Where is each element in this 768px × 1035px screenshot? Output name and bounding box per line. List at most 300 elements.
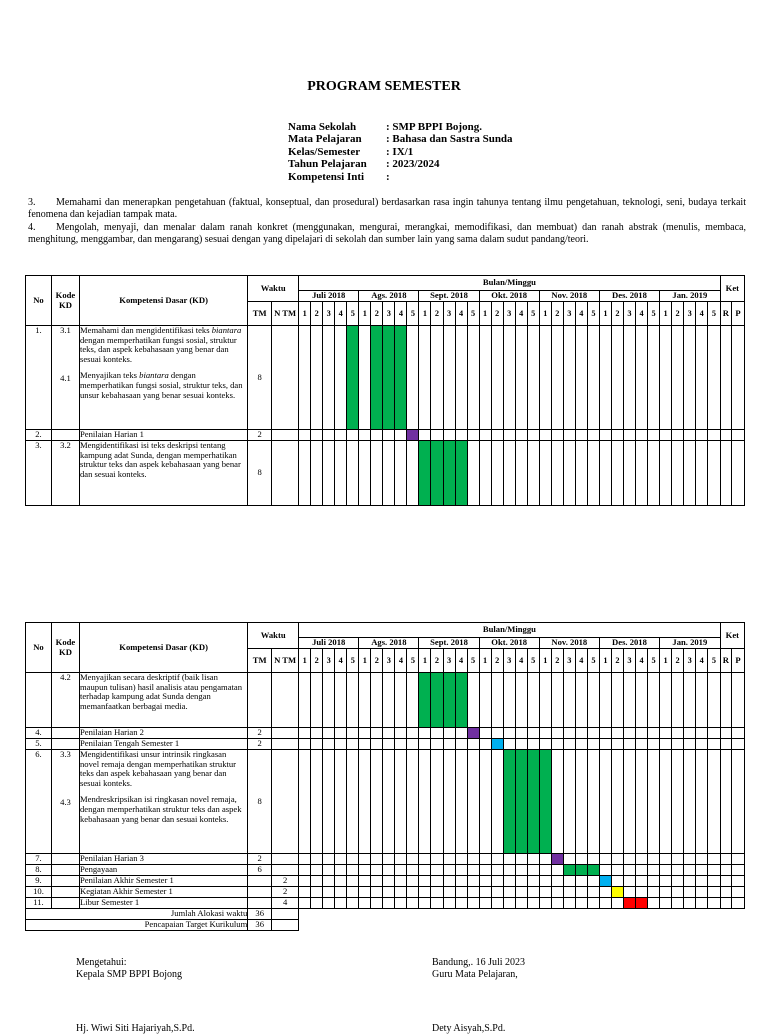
week-cell bbox=[551, 326, 563, 430]
week-cell bbox=[551, 865, 563, 876]
week-cell bbox=[527, 673, 539, 728]
week-number: 3 bbox=[443, 302, 455, 326]
week-cell bbox=[443, 898, 455, 909]
week-cell bbox=[636, 673, 648, 728]
week-cell bbox=[359, 865, 371, 876]
row-ket-p bbox=[732, 441, 745, 506]
week-cell bbox=[660, 728, 672, 739]
kd-text: Mengidentifikasi unsur intrinsik ringkasan novel remaja dengan memperhatikan struktur teks dan aspek kebahasaan yang benar dan sesuai konteks. bbox=[79, 749, 237, 788]
week-number: 3 bbox=[563, 302, 575, 326]
week-cell bbox=[563, 430, 575, 441]
week-number: 3 bbox=[623, 649, 635, 673]
week-cell bbox=[708, 430, 720, 441]
week-cell bbox=[539, 887, 551, 898]
week-cell bbox=[539, 430, 551, 441]
week-cell bbox=[696, 887, 708, 898]
kd-text: Penilaian Akhir Semester 1 bbox=[79, 875, 174, 885]
week-cell bbox=[696, 326, 708, 430]
week-cell bbox=[503, 441, 515, 506]
row-tm bbox=[248, 887, 272, 898]
week-cell bbox=[323, 876, 335, 887]
week-cell bbox=[708, 854, 720, 865]
week-cell bbox=[383, 441, 395, 506]
row-number: 7. bbox=[26, 854, 52, 865]
week-cell bbox=[311, 750, 323, 854]
week-cell bbox=[359, 876, 371, 887]
week-cell bbox=[611, 739, 623, 750]
ki-text: Mengolah, menyaji, dan menalar dalam ranah konkret (menggunakan, mengurai, merangkai, memodifikasi, dan membuat) dan ranah abstrak (menulis, membaca, menghitung, menggambar, dan mengarang) sesuai dengan yang dipelajari di sekolah dan sumber lain yang sama dalam sudut pandang/teori. bbox=[28, 222, 746, 246]
col-kode-header: Kode KD bbox=[51, 276, 79, 326]
row-ntm: 2 bbox=[272, 887, 299, 898]
row-tm: 2 bbox=[248, 728, 272, 739]
week-cell bbox=[551, 739, 563, 750]
week-cell bbox=[563, 673, 575, 728]
week-cell bbox=[648, 865, 660, 876]
week-cell bbox=[335, 876, 347, 887]
week-cell-filled bbox=[419, 673, 431, 728]
week-cell bbox=[623, 430, 635, 441]
week-cell bbox=[431, 728, 443, 739]
row-tm bbox=[248, 673, 272, 728]
week-cell bbox=[443, 887, 455, 898]
week-cell bbox=[491, 876, 503, 887]
week-cell bbox=[299, 441, 311, 506]
week-cell bbox=[323, 441, 335, 506]
week-cell bbox=[323, 739, 335, 750]
week-cell bbox=[527, 441, 539, 506]
week-cell bbox=[359, 750, 371, 854]
week-cell bbox=[563, 750, 575, 854]
week-cell bbox=[467, 739, 479, 750]
week-cell bbox=[479, 865, 491, 876]
week-cell bbox=[599, 430, 611, 441]
week-cell bbox=[696, 750, 708, 854]
signature-right bbox=[432, 957, 525, 1035]
kode-kd-value: 4.1 bbox=[60, 372, 71, 383]
week-cell bbox=[623, 326, 635, 430]
week-number: 2 bbox=[311, 649, 323, 673]
week-cell-filled bbox=[491, 739, 503, 750]
row-ket-p bbox=[732, 876, 745, 887]
week-cell bbox=[515, 326, 527, 430]
week-cell bbox=[587, 750, 599, 854]
row-ket-p bbox=[732, 898, 745, 909]
week-cell bbox=[575, 854, 587, 865]
week-cell bbox=[371, 728, 383, 739]
week-cell bbox=[371, 750, 383, 854]
row-kode-kd bbox=[51, 728, 79, 739]
week-number: 4 bbox=[515, 649, 527, 673]
month-header: Juli 2018 bbox=[299, 638, 359, 649]
week-cell bbox=[419, 750, 431, 854]
month-header: Ags. 2018 bbox=[359, 291, 419, 302]
week-cell bbox=[407, 728, 419, 739]
week-cell bbox=[648, 739, 660, 750]
week-cell bbox=[551, 876, 563, 887]
row-tm: 6 bbox=[248, 865, 272, 876]
row-number: 1. bbox=[26, 326, 52, 430]
week-cell bbox=[383, 876, 395, 887]
week-cell bbox=[467, 673, 479, 728]
info-label: Kelas/Semester bbox=[288, 145, 361, 158]
col-r-header: R bbox=[720, 649, 731, 673]
week-cell bbox=[672, 326, 684, 430]
week-cell bbox=[407, 887, 419, 898]
week-cell bbox=[407, 326, 419, 430]
footer-label: Pencapaian Target Kurikulum bbox=[26, 920, 248, 931]
week-number: 4 bbox=[335, 302, 347, 326]
week-cell bbox=[479, 326, 491, 430]
week-cell bbox=[323, 673, 335, 728]
week-cell bbox=[708, 750, 720, 854]
col-r-header: R bbox=[720, 302, 731, 326]
week-cell bbox=[611, 728, 623, 739]
row-ntm bbox=[272, 865, 299, 876]
row-ket-r bbox=[720, 865, 731, 876]
info-value: : IX/1 bbox=[386, 145, 414, 158]
week-cell bbox=[467, 865, 479, 876]
week-cell bbox=[587, 898, 599, 909]
week-cell bbox=[491, 430, 503, 441]
week-cell bbox=[551, 673, 563, 728]
kd-text: Menyajikan teks biantara dengan memperhatikan fungsi sosial, struktur teks, dan unsur kebahasaan yang benar sesuai konteks. bbox=[79, 370, 243, 400]
week-cell bbox=[443, 430, 455, 441]
row-ntm: 4 bbox=[272, 898, 299, 909]
row-kode-kd bbox=[51, 854, 79, 865]
row-ntm bbox=[272, 673, 299, 728]
week-cell bbox=[431, 865, 443, 876]
col-bulan-header: Bulan/Minggu bbox=[299, 623, 721, 638]
week-cell bbox=[708, 728, 720, 739]
week-cell bbox=[708, 898, 720, 909]
week-number: 4 bbox=[636, 302, 648, 326]
kd-text: Kegiatan Akhir Semester 1 bbox=[79, 886, 173, 896]
signature-left-name: Hj. Wiwi Siti Hajariyah,S.Pd. bbox=[76, 1023, 195, 1034]
week-cell bbox=[455, 326, 467, 430]
week-cell bbox=[587, 673, 599, 728]
week-cell bbox=[527, 728, 539, 739]
week-cell bbox=[648, 728, 660, 739]
info-label: Mata Pelajaran bbox=[288, 133, 362, 146]
week-number: 2 bbox=[551, 649, 563, 673]
week-cell bbox=[599, 865, 611, 876]
week-cell bbox=[323, 430, 335, 441]
col-ket-header: Ket bbox=[720, 623, 744, 649]
week-cell bbox=[299, 865, 311, 876]
week-cell bbox=[684, 750, 696, 854]
week-cell bbox=[611, 441, 623, 506]
week-cell bbox=[407, 750, 419, 854]
row-number: 3. bbox=[26, 441, 52, 506]
week-cell bbox=[395, 898, 407, 909]
week-cell bbox=[623, 750, 635, 854]
row-ket-r bbox=[720, 898, 731, 909]
kd-text: Mengidentifikasi isi teks deskripsi tentang kampung adat Sunda, dengan memperhatikan struktur teks dan aspek kebahasaan yang benar dan sesuai konteks. bbox=[79, 440, 241, 479]
col-bulan-header: Bulan/Minggu bbox=[299, 276, 721, 291]
week-cell bbox=[383, 887, 395, 898]
week-cell bbox=[599, 739, 611, 750]
week-cell bbox=[503, 673, 515, 728]
week-cell bbox=[311, 854, 323, 865]
ki-text: Memahami dan menerapkan pengetahuan (faktual, konseptual, dan prosedural) berdasarkan rasa ingin tahunya tentang ilmu pengetahuan, teknologi, seni, budaya terkait fenomena dan kejadian tampak mata. bbox=[28, 197, 746, 221]
week-cell bbox=[575, 876, 587, 887]
week-number: 2 bbox=[431, 302, 443, 326]
kd-text: Penilaian Tengah Semester 1 bbox=[79, 738, 180, 748]
row-kompetensi-dasar bbox=[79, 739, 247, 750]
week-cell bbox=[467, 876, 479, 887]
row-ket-p bbox=[732, 739, 745, 750]
week-cell bbox=[395, 865, 407, 876]
week-cell bbox=[335, 441, 347, 506]
week-cell-filled bbox=[443, 441, 455, 506]
row-kode-kd bbox=[51, 739, 79, 750]
week-cell bbox=[696, 854, 708, 865]
week-cell bbox=[491, 728, 503, 739]
week-cell-filled bbox=[599, 876, 611, 887]
week-number: 4 bbox=[575, 649, 587, 673]
week-number: 1 bbox=[660, 649, 672, 673]
kode-kd-value: 3.1 bbox=[60, 325, 71, 335]
week-cell bbox=[539, 441, 551, 506]
week-cell bbox=[515, 739, 527, 750]
week-cell-filled bbox=[587, 865, 599, 876]
week-cell-filled bbox=[467, 728, 479, 739]
info-row-school bbox=[288, 121, 513, 133]
week-cell bbox=[587, 430, 599, 441]
row-ntm bbox=[272, 326, 299, 430]
week-number: 2 bbox=[491, 649, 503, 673]
week-cell bbox=[491, 898, 503, 909]
week-cell bbox=[443, 739, 455, 750]
col-p-header: P bbox=[732, 302, 745, 326]
week-cell bbox=[479, 876, 491, 887]
row-ntm bbox=[272, 739, 299, 750]
signature-right-line2: Guru Mata Pelajaran, bbox=[432, 969, 518, 980]
week-cell bbox=[407, 865, 419, 876]
row-ket-r bbox=[720, 876, 731, 887]
week-cell bbox=[587, 876, 599, 887]
row-kode-kd bbox=[51, 430, 79, 441]
week-cell bbox=[335, 728, 347, 739]
week-cell bbox=[395, 430, 407, 441]
kode-kd-value: 4.2 bbox=[60, 672, 71, 682]
week-cell bbox=[371, 430, 383, 441]
row-number: 4. bbox=[26, 728, 52, 739]
week-cell-filled bbox=[383, 326, 395, 430]
document-title: PROGRAM SEMESTER bbox=[307, 79, 461, 94]
col-ntm-header: N TM bbox=[272, 302, 299, 326]
week-cell bbox=[311, 673, 323, 728]
week-cell bbox=[347, 854, 359, 865]
week-cell bbox=[684, 898, 696, 909]
week-number: 5 bbox=[467, 649, 479, 673]
week-cell bbox=[672, 876, 684, 887]
col-ket-header: Ket bbox=[720, 276, 744, 302]
row-ket-p bbox=[732, 865, 745, 876]
week-cell bbox=[648, 854, 660, 865]
week-cell bbox=[299, 326, 311, 430]
signature-left-line2: Kepala SMP BPPI Bojong bbox=[76, 969, 183, 980]
week-number: 4 bbox=[455, 302, 467, 326]
week-cell bbox=[672, 750, 684, 854]
week-number: 4 bbox=[575, 302, 587, 326]
week-cell bbox=[684, 739, 696, 750]
row-ket-p bbox=[732, 750, 745, 854]
week-cell bbox=[479, 739, 491, 750]
week-cell bbox=[467, 750, 479, 854]
week-number: 1 bbox=[479, 302, 491, 326]
week-cell bbox=[335, 739, 347, 750]
week-number: 1 bbox=[539, 649, 551, 673]
week-cell bbox=[359, 887, 371, 898]
week-number: 1 bbox=[299, 302, 311, 326]
row-ket-p bbox=[732, 673, 745, 728]
week-cell bbox=[467, 887, 479, 898]
row-tm bbox=[248, 876, 272, 887]
row-ntm bbox=[272, 728, 299, 739]
week-cell bbox=[551, 728, 563, 739]
week-number: 1 bbox=[359, 649, 371, 673]
week-cell bbox=[648, 673, 660, 728]
week-cell-filled bbox=[623, 898, 635, 909]
week-cell bbox=[515, 430, 527, 441]
row-kompetensi-dasar bbox=[79, 430, 247, 441]
week-cell bbox=[443, 750, 455, 854]
week-cell bbox=[359, 430, 371, 441]
week-cell bbox=[299, 728, 311, 739]
week-number: 5 bbox=[527, 302, 539, 326]
week-cell bbox=[563, 728, 575, 739]
week-cell bbox=[347, 876, 359, 887]
week-cell bbox=[419, 887, 431, 898]
week-cell bbox=[311, 865, 323, 876]
week-cell bbox=[563, 326, 575, 430]
week-cell bbox=[371, 441, 383, 506]
week-number: 4 bbox=[335, 649, 347, 673]
row-ket-r bbox=[720, 430, 731, 441]
week-cell bbox=[684, 728, 696, 739]
week-cell bbox=[527, 430, 539, 441]
week-cell bbox=[383, 673, 395, 728]
table-row bbox=[26, 854, 745, 865]
week-cell-filled bbox=[371, 326, 383, 430]
week-cell bbox=[587, 326, 599, 430]
week-cell bbox=[660, 326, 672, 430]
col-tm-header: TM bbox=[248, 649, 272, 673]
week-cell bbox=[575, 750, 587, 854]
week-cell bbox=[359, 854, 371, 865]
month-header: Sept. 2018 bbox=[419, 638, 479, 649]
week-number: 4 bbox=[636, 649, 648, 673]
week-cell bbox=[443, 876, 455, 887]
week-cell bbox=[672, 673, 684, 728]
week-cell bbox=[660, 876, 672, 887]
week-cell bbox=[371, 865, 383, 876]
week-cell bbox=[623, 728, 635, 739]
week-cell bbox=[648, 430, 660, 441]
week-number: 2 bbox=[611, 649, 623, 673]
week-cell bbox=[708, 865, 720, 876]
week-cell bbox=[527, 739, 539, 750]
week-cell bbox=[599, 887, 611, 898]
week-cell bbox=[311, 326, 323, 430]
week-cell bbox=[599, 750, 611, 854]
week-cell bbox=[636, 326, 648, 430]
week-cell bbox=[467, 441, 479, 506]
week-cell bbox=[611, 430, 623, 441]
week-cell bbox=[347, 898, 359, 909]
info-value: : Bahasa dan Sastra Sunda bbox=[386, 133, 513, 146]
month-header: Jan. 2019 bbox=[660, 638, 721, 649]
row-ket-r bbox=[720, 728, 731, 739]
week-cell bbox=[648, 441, 660, 506]
signature-left bbox=[76, 957, 195, 1035]
row-kompetensi-dasar bbox=[79, 441, 247, 506]
week-cell bbox=[419, 728, 431, 739]
week-cell bbox=[323, 854, 335, 865]
week-cell bbox=[407, 441, 419, 506]
week-number: 5 bbox=[347, 302, 359, 326]
week-cell bbox=[623, 876, 635, 887]
row-tm bbox=[248, 898, 272, 909]
week-cell bbox=[347, 739, 359, 750]
week-cell bbox=[383, 898, 395, 909]
week-cell bbox=[708, 673, 720, 728]
week-cell bbox=[515, 876, 527, 887]
week-number: 2 bbox=[672, 302, 684, 326]
ki-item-4 bbox=[28, 222, 746, 246]
week-cell bbox=[359, 326, 371, 430]
week-cell bbox=[371, 876, 383, 887]
row-ket-p bbox=[732, 728, 745, 739]
week-cell bbox=[419, 854, 431, 865]
week-cell bbox=[359, 739, 371, 750]
week-cell bbox=[479, 854, 491, 865]
row-ket-r bbox=[720, 673, 731, 728]
week-cell bbox=[672, 739, 684, 750]
week-number: 2 bbox=[611, 302, 623, 326]
row-number: 9. bbox=[26, 876, 52, 887]
week-cell bbox=[347, 441, 359, 506]
header-row bbox=[26, 623, 745, 638]
week-cell bbox=[503, 887, 515, 898]
week-cell bbox=[311, 430, 323, 441]
week-cell bbox=[660, 441, 672, 506]
week-cell bbox=[299, 750, 311, 854]
schedule-table-2 bbox=[25, 622, 745, 931]
kode-kd-value: 3.3 bbox=[60, 749, 71, 759]
week-number: 1 bbox=[660, 302, 672, 326]
week-cell bbox=[491, 865, 503, 876]
week-cell bbox=[407, 673, 419, 728]
week-cell bbox=[347, 887, 359, 898]
week-cell bbox=[587, 887, 599, 898]
month-header: Ags. 2018 bbox=[359, 638, 419, 649]
week-number: 5 bbox=[708, 302, 720, 326]
week-cell-filled bbox=[431, 441, 443, 506]
week-cell bbox=[696, 898, 708, 909]
info-row-subject bbox=[288, 133, 513, 145]
week-cell bbox=[347, 865, 359, 876]
week-cell bbox=[696, 728, 708, 739]
week-cell bbox=[515, 854, 527, 865]
week-cell bbox=[708, 876, 720, 887]
week-cell bbox=[359, 898, 371, 909]
table-row bbox=[26, 673, 745, 728]
week-cell bbox=[443, 326, 455, 430]
week-cell bbox=[684, 887, 696, 898]
week-cell bbox=[395, 876, 407, 887]
